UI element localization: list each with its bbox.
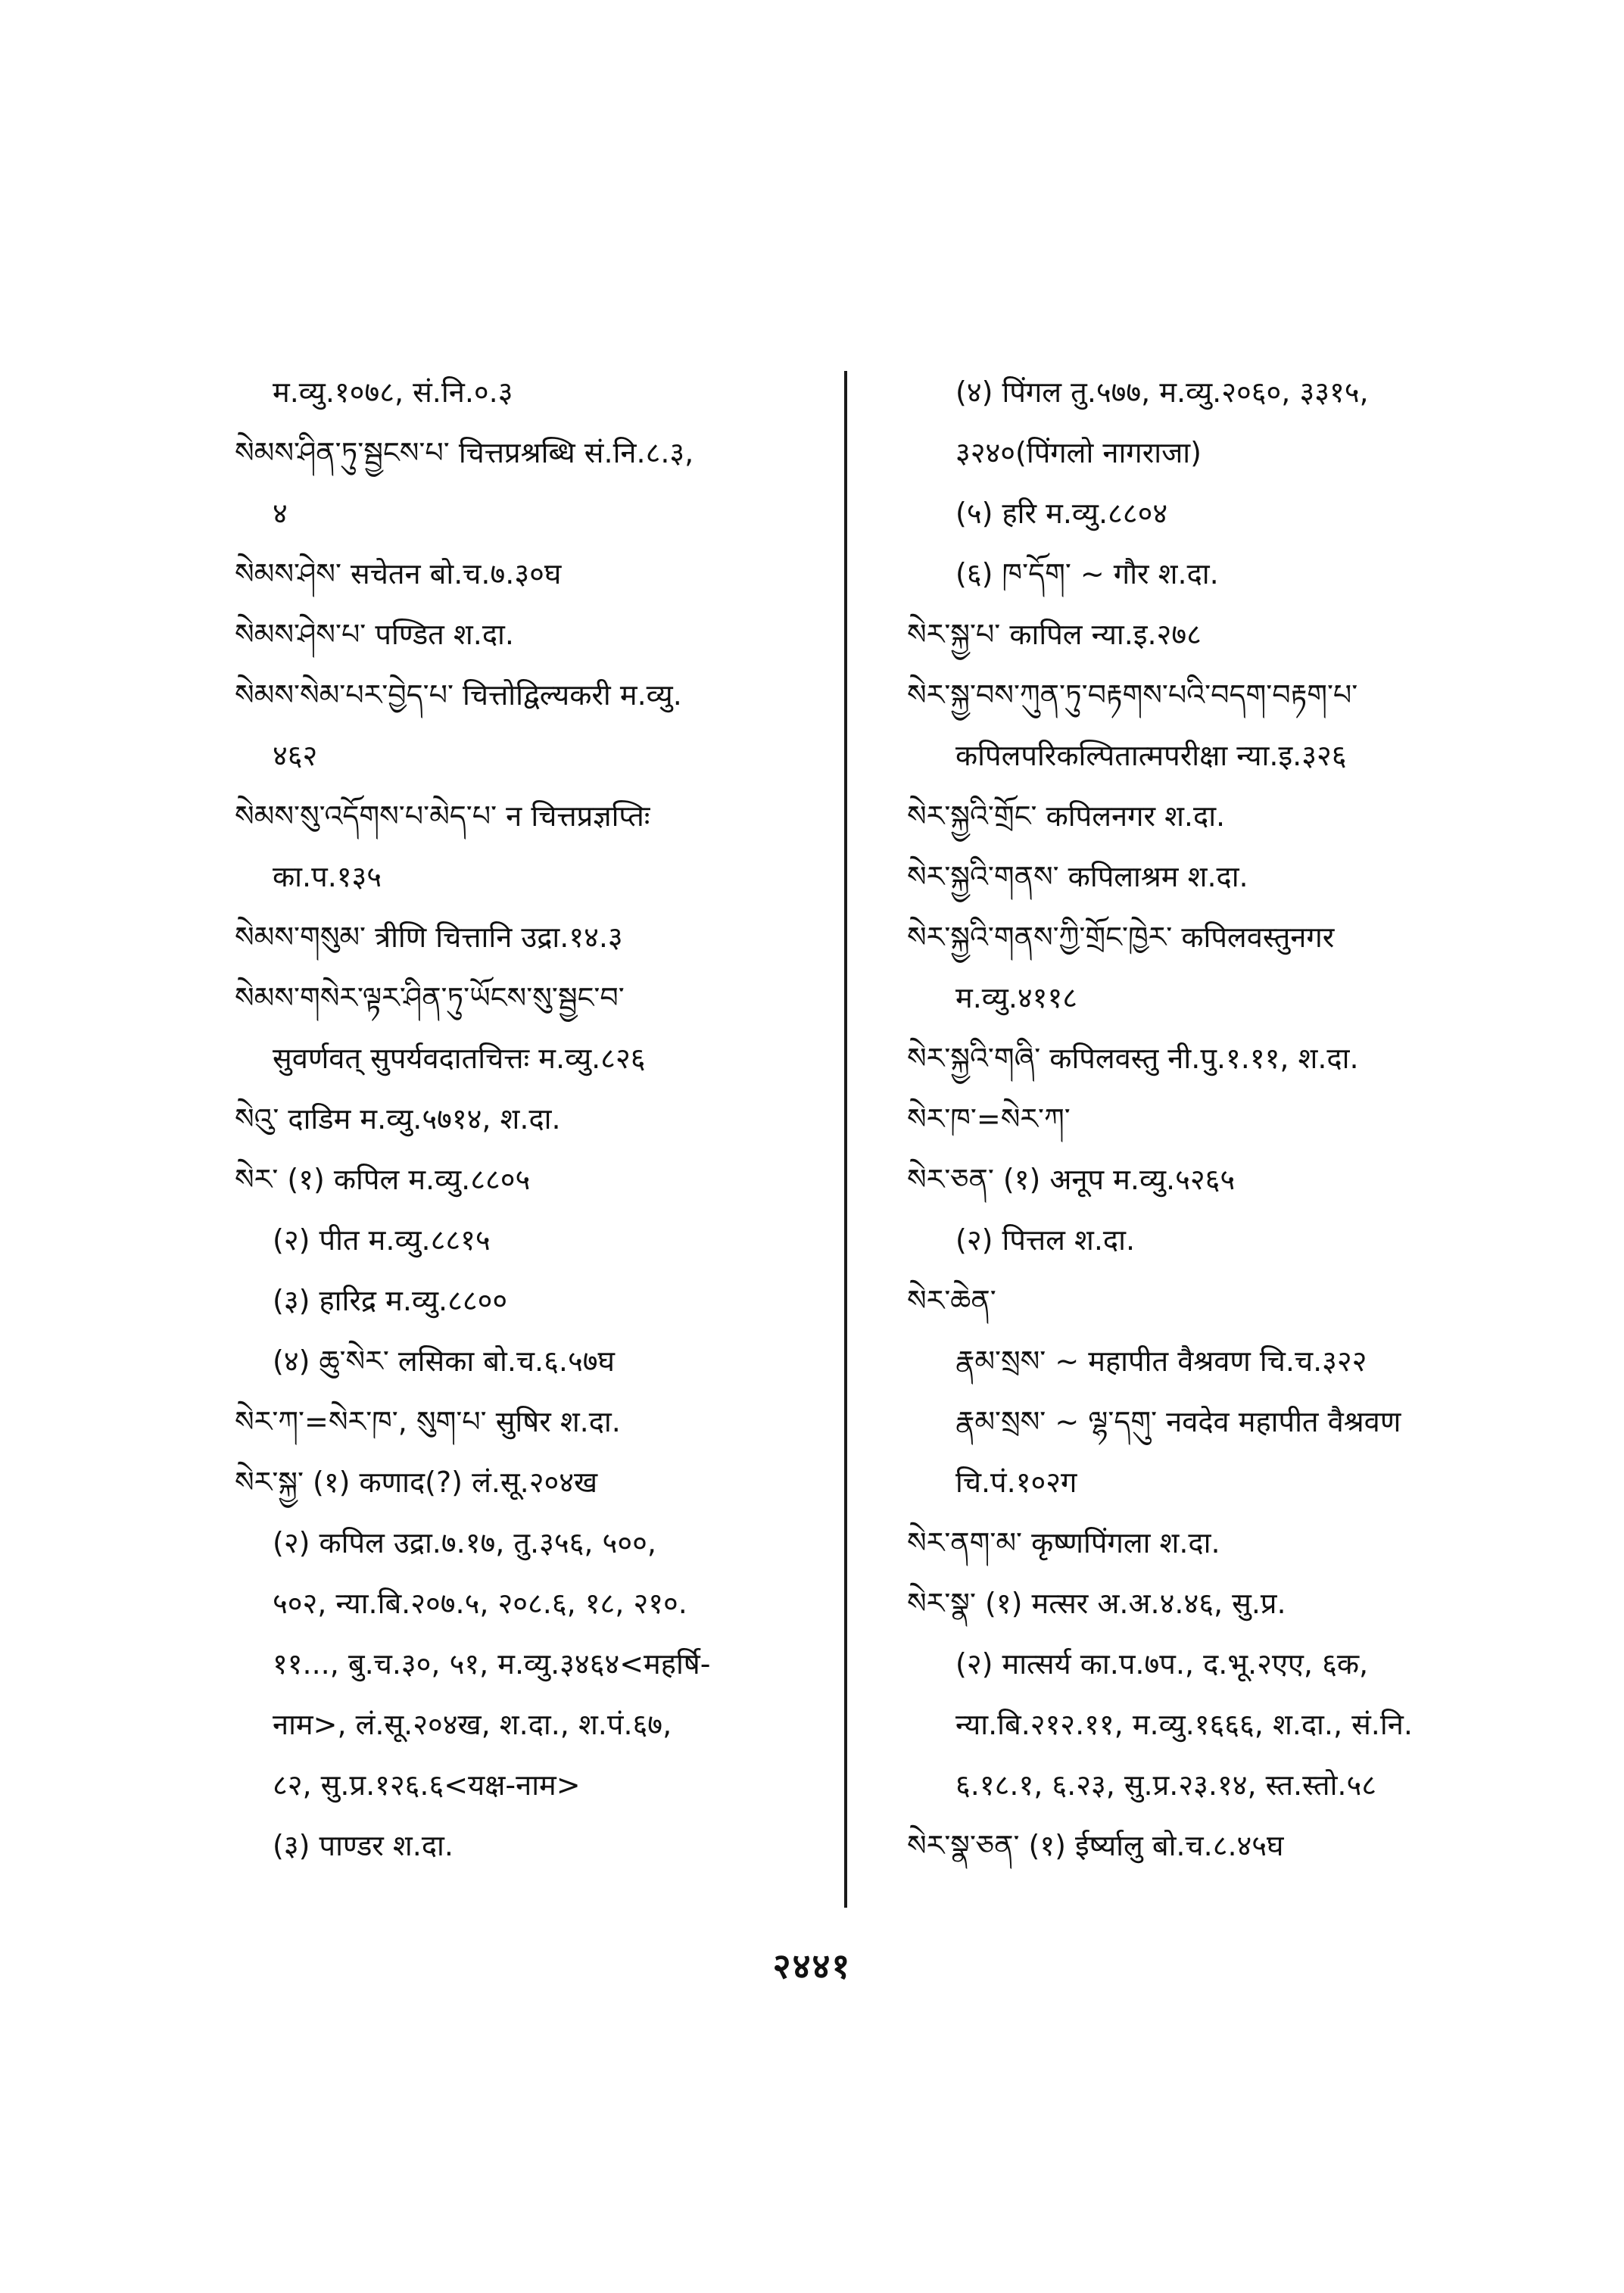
dictionary-entry-line: (४) पिंगल तु.५७७, म.व्यु.२०६०, ३३१५, xyxy=(955,375,1369,409)
dictionary-entry-line: སེར་སྐྱའི་གཞི་ कपिलवस्तु नी.पु.१.११, श.दा. xyxy=(907,1042,1359,1075)
dictionary-entry-line: སེམས་ཤེས་ सचेतन बो.च.७.३०घ xyxy=(235,557,562,590)
dictionary-entry-line: སེམས་ཤིན་ཏུ་སྦྱངས་པ་ चित्तप्रश्रब्धि सं.नि.८.३, xyxy=(235,436,694,469)
dictionary-entry-line: སེར་སྣ་ (१) मत्सर अ.अ.४.४६, सु.प्र. xyxy=(907,1587,1286,1620)
dictionary-entry-line: न्या.बि.२१२.११, म.व्यु.१६६६, श.दा., सं.नि. xyxy=(955,1708,1413,1741)
dictionary-entry-line: ६.१८.१, ६.२३, सु.प्र.२३.१४, स्त.स्तो.५८ xyxy=(955,1768,1377,1802)
dictionary-entry-line: སེར་ཅན་ (१) अनूप म.व्यु.५२६५ xyxy=(907,1163,1236,1196)
dictionary-entry-line: ३२४०(पिंगलो नागराजा) xyxy=(955,436,1202,469)
dictionary-entry-line: སེར་སྣ་ཅན་ (१) ईर्ष्यालु बो.च.८.४५घ xyxy=(907,1829,1284,1862)
dictionary-entry-line: སེམས་སེམ་པར་བྱེད་པ་ चित्तोद्विल्यकरी म.व्यु. xyxy=(235,678,682,712)
dictionary-entry-line: སེམས་སུ་འདོགས་པ་མེད་པ་ न चित्तप्रज्ञप्तिः xyxy=(235,799,650,833)
dictionary-entry-line: སེར་སྐྱ་ (१) कणाद(?) लं.सू.२०४ख xyxy=(235,1466,598,1499)
dictionary-entry-line: སེར་སྐྱ་བས་ཀུན་ཏུ་བརྟགས་པའི་བདག་བརྟག་པ་ xyxy=(907,678,1358,712)
dictionary-entry-line: སེར་ཀ་=སེར་ཁ་, སུག་པ་ सुषिर श.दा. xyxy=(235,1405,621,1438)
dictionary-entry-line: (३) हारिद्र म.व्यु.८८०० xyxy=(273,1284,508,1317)
dictionary-entry-line: སེར་ནག་མ་ कृष्णपिंगला श.दा. xyxy=(907,1526,1220,1559)
dictionary-entry-line: ८२, सु.प्र.१२६.६<यक्ष-नाम> xyxy=(273,1768,581,1802)
dictionary-entry-line: नाम>, लं.सू.२०४ख, श.दा., श.पं.६७, xyxy=(273,1708,672,1741)
dictionary-entry-line: कपिलपरिकल्पितात्मपरीक्षा न्या.इ.३२६ xyxy=(955,739,1347,772)
dictionary-entry-line: (६) ཁ་དོག་ ~ गौर श.दा. xyxy=(955,557,1219,590)
dictionary-entry-line: ११..., बु.च.३०, ५१, म.व्यु.३४६४<महर्षि- xyxy=(273,1647,711,1681)
dictionary-entry-line: སེམས་གསེར་ལྟར་ཤིན་ཏུ་ཡོངས་སུ་སྦྱང་བ་ xyxy=(235,981,625,1014)
dictionary-entry-line: རྣམ་སྲས་ ~ महापीत वैश्रवण चि.च.३२२ xyxy=(955,1344,1367,1378)
column-divider xyxy=(844,371,847,1908)
dictionary-entry-line: སེར་ (१) कपिल म.व्यु.८८०५ xyxy=(235,1163,531,1196)
dictionary-entry-line: (२) मात्सर्य का.प.७प., द.भू.२एए, ६क, xyxy=(955,1647,1369,1681)
dictionary-entry-line: སེར་སྐྱའི་གནས་ཀྱི་གྲོང་ཁྱེར་ कपिलवस्तुनगर xyxy=(907,921,1335,954)
dictionary-entry-line: ४६२ xyxy=(273,739,318,772)
dictionary-entry-line: सुवर्णवत् सुपर्यवदातचित्तः म.व्यु.८२६ xyxy=(273,1042,646,1075)
dictionary-entry-line: སེར་སྐྱའི་གནས་ कपिलाश्रम श.दा. xyxy=(907,860,1248,893)
dictionary-entry-line: (२) पीत म.व्यु.८८१५ xyxy=(273,1223,491,1257)
dictionary-entry-line: म.व्यु.१०७८, सं.नि.०.३ xyxy=(273,375,513,409)
dictionary-entry-line: སེར་སྐྱའི་གྲོང་ कपिलनगर श.दा. xyxy=(907,799,1226,833)
left-column xyxy=(221,362,849,1876)
dictionary-entry-line: का.प.१३५ xyxy=(273,860,382,893)
dictionary-entry-line: ४ xyxy=(273,497,288,530)
dictionary-entry-line: (४) ཆུ་སེར་ लसिका बो.च.६.५७घ xyxy=(273,1344,615,1378)
dictionary-entry-line: (२) कपिल उद्रा.७.१७, तु.३५६, ५००, xyxy=(273,1526,656,1559)
right-column xyxy=(893,362,1492,1876)
dictionary-entry-line: རྣམ་སྲས་ ~ ལྷ་དགུ་ नवदेव महापीत वैश्रवण xyxy=(955,1405,1401,1438)
dictionary-entry-line: म.व्यु.४११८ xyxy=(955,981,1077,1014)
dictionary-entry-line: སེམས་ཤེས་པ་ पण्डित श.दा. xyxy=(235,618,514,651)
dictionary-entry-line: (२) पित्तल श.दा. xyxy=(955,1223,1136,1257)
dictionary-entry-line: ५०२, न्या.बि.२०७.५, २०८.६, १८, २१०. xyxy=(273,1587,687,1620)
dictionary-entry-line: སེམས་གསུམ་ त्रीणि चित्तानि उद्रा.१४.३ xyxy=(235,921,623,954)
dictionary-entry-line: चि.पं.१०२ग xyxy=(955,1466,1077,1499)
dictionary-entry-line: སེར་ཁ་=སེར་ཀ་ xyxy=(907,1102,1071,1136)
page-number: २४४१ xyxy=(772,1946,852,1986)
dictionary-entry-line: སེའུ་ दाडिम म.व्यु.५७१४, श.दा. xyxy=(235,1102,561,1136)
dictionary-entry-line: སེར་སྐྱ་པ་ कापिल न्या.इ.२७८ xyxy=(907,618,1202,651)
dictionary-entry-line: (३) पाण्डर श.दा. xyxy=(273,1829,454,1862)
dictionary-entry-line: (५) हरि म.व्यु.८८०४ xyxy=(955,497,1168,530)
dictionary-entry-line: སེར་ཆེན་ xyxy=(907,1284,996,1317)
